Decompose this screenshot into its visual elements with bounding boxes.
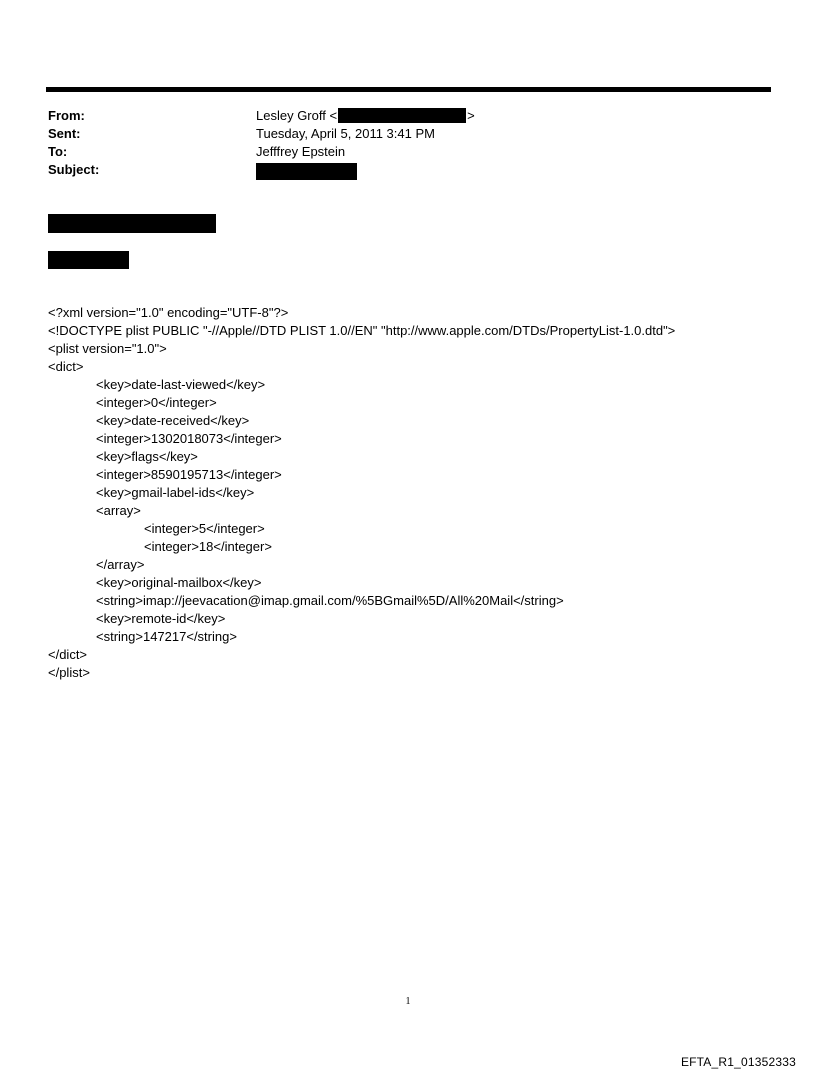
xml-line: </plist> [48,665,90,680]
xml-line: <key>date-received</key> [96,413,250,428]
from-name: Lesley Groff < [256,108,338,123]
xml-line: <integer>0</integer> [96,395,217,410]
redacted-subject [256,163,357,180]
subject-row [48,161,748,179]
sent-row [48,125,748,143]
xml-line: <key>flags</key> [96,449,198,464]
xml-plist-body [48,304,788,682]
xml-line: <key>gmail-label-ids</key> [96,485,255,500]
xml-line: <integer>18</integer> [144,539,272,554]
xml-line: <key>remote-id</key> [96,611,226,626]
xml-line: <string>imap://jeevacation@imap.gmail.com/%5BGmail%5D/All%20Mail</string> [96,593,564,608]
to-label: To: [48,144,68,159]
xml-line: <key>original-mailbox</key> [96,575,262,590]
xml-line: <dict> [48,359,84,374]
xml-line: <array> [96,503,141,518]
subject-value [256,161,357,179]
xml-line: <integer>1302018073</integer> [96,431,282,446]
to-value: Jefffrey Epstein [256,144,346,159]
redacted-block-2 [48,251,129,269]
sent-value: Tuesday, April 5, 2011 3:41 PM [256,126,435,141]
xml-line: <key>date-last-viewed</key> [96,377,266,392]
xml-line: </dict> [48,647,88,662]
redacted-email [338,108,466,123]
from-close-bracket: > [467,108,475,123]
from-row [48,107,748,125]
xml-line: <integer>8590195713</integer> [96,467,282,482]
email-header [48,107,748,179]
subject-label: Subject: [48,162,100,177]
from-label: From: [48,108,85,123]
redacted-block-1 [48,214,216,233]
sent-label: Sent: [48,126,81,141]
xml-line: <plist version="1.0"> [48,341,167,356]
xml-line: <string>147217</string> [96,629,237,644]
xml-line: <integer>5</integer> [144,521,265,536]
xml-line: <?xml version="1.0" encoding="UTF-8"?> [48,305,289,320]
page-number: 1 [405,996,411,1007]
xml-line: <!DOCTYPE plist PUBLIC "-//Apple//DTD PLIST 1.0//EN" "http://www.apple.com/DTDs/PropertyList-1.0.dtd"> [48,323,676,338]
xml-line: </array> [96,557,145,572]
to-row [48,143,748,161]
document-id: EFTA_R1_01352333 [680,1055,796,1069]
header-divider [46,87,771,92]
from-value [256,107,475,125]
